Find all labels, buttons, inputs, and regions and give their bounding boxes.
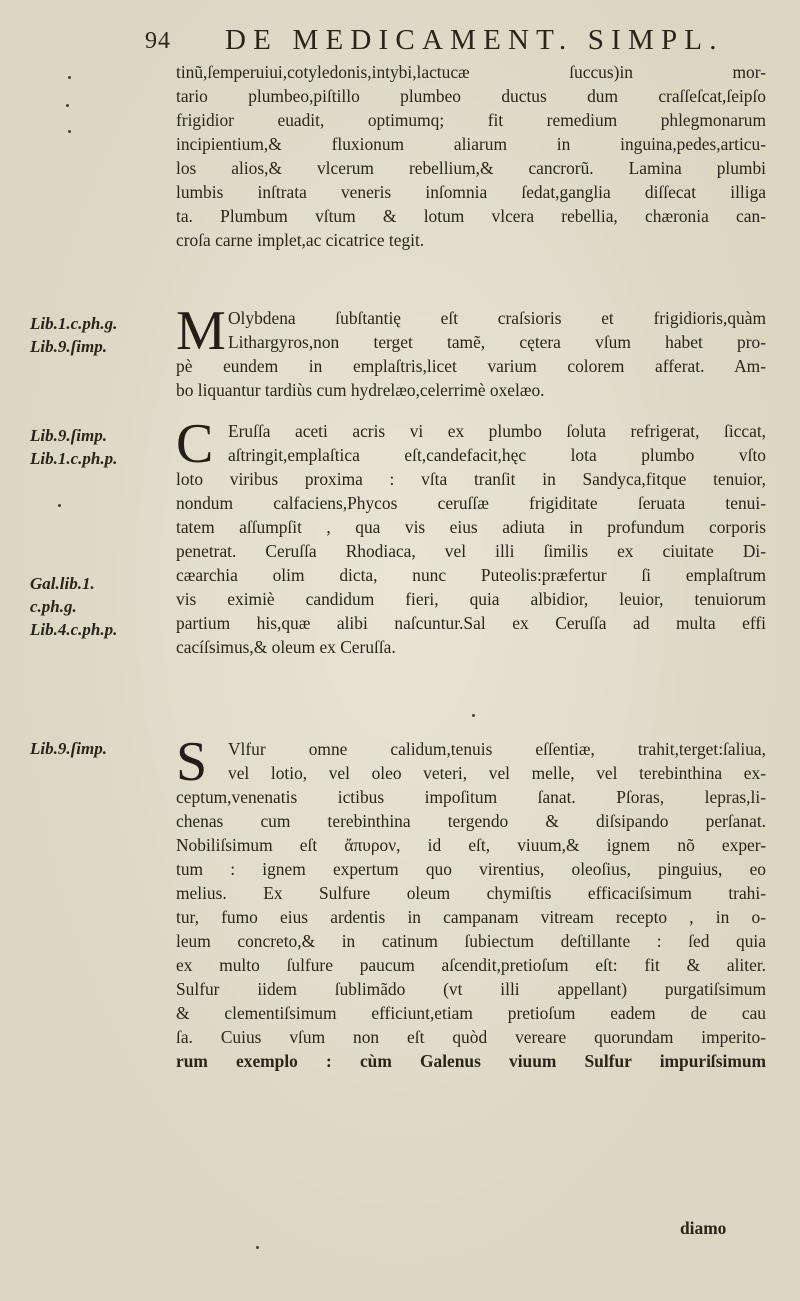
text-line: Lithargyros,non terget tamẽ, cętera vſum habet pro- <box>228 332 766 352</box>
text-line: incipientium,& fluxionum aliarum in inguina,pedes,articu- <box>176 134 766 154</box>
ink-speck <box>256 1246 259 1249</box>
ink-speck <box>58 504 61 507</box>
text-line: tatem aſſumpſit , qua vis eius adiuta in profundum corporis <box>176 517 766 537</box>
folio-number: 94 <box>145 28 171 54</box>
text-line: penetrat. Ceruſſa Rhodiaca, vel illi ſimilis ex ciuitate Di- <box>176 541 766 561</box>
paragraph-cerussa <box>176 413 766 659</box>
marginal-note-line: Lib.9.ſimp. <box>30 739 107 758</box>
page-header <box>145 24 735 60</box>
text-line: vis eximiè candidum fieri, quia albidior, leuior, tenuiorum <box>176 589 766 609</box>
paragraph-molybdena <box>176 300 766 402</box>
text-line: croſa carne implet,ac cicatrice tegit. <box>176 230 425 250</box>
text-line: partium his,quæ alibi naſcuntur.Sal ex Ceruſſa ad multa effi <box>176 613 766 633</box>
text-line: Sulfur iidem ſublimãdo (vt illi appellant) purgatiſsimum <box>176 979 766 999</box>
text-line: nondum calfaciens,Phycos ceruſſæ frigiditate ſeruata tenui- <box>176 493 766 513</box>
marginal-note-line: Gal.lib.1. <box>30 574 95 593</box>
paragraph-plumbum <box>176 60 766 252</box>
text-line: ceptum,venenatis ictibus impoſitum ſanat. Pſoras, lepras,li- <box>176 787 766 807</box>
marginal-note <box>30 312 117 358</box>
text-line: Eruſſa aceti acris vi ex plumbo ſoluta refrigerat, ſiccat, <box>228 421 766 441</box>
text-line: frigidior euadit, optimumq; fit remedium phlegmonarum <box>176 110 766 130</box>
text-line: Nobiliſsimum eſt ἄπυρον, id eſt, viuum,& ignem nõ exper- <box>176 835 766 855</box>
drop-cap: S <box>176 731 208 793</box>
text-line: tinũ,ſemperuiui,cotyledonis,intybi,lactucæ ſuccus)in mor- <box>176 62 766 82</box>
marginal-note-line: Lib.1.c.ph.p. <box>30 449 118 468</box>
text-line: ſa. Cuius vſum non eſt quòd vereare quorundam imperito- <box>176 1027 766 1047</box>
catchword: diamo <box>680 1218 727 1238</box>
marginal-note <box>30 737 107 760</box>
running-title: DE MEDICAMENT. SIMPL. <box>225 24 724 56</box>
text-line: leum concreto,& in catinum ſubiectum deſtillante : ſed quia <box>176 931 766 951</box>
text-line: tum : ignem expertum quo virentius, oleoſius, pinguius, eo <box>176 859 766 879</box>
text-line: bo liquantur tardiùs cum hydrelæo,celerrimè oxelæo. <box>176 380 545 400</box>
text-line: ex multo ſulfure paucum aſcendit,pretioſum eſt: fit & aliter. <box>176 955 766 975</box>
drop-cap: C <box>176 413 214 475</box>
marginal-note <box>30 424 117 470</box>
text-line: ta. Plumbum vſtum & lotum vlcera rebellia, chæronia can- <box>176 206 766 226</box>
text-line: Olybdena ſubſtantię eſt craſsioris et frigidioris,quàm <box>228 308 766 328</box>
text-line: tur, fumo eius ardentis in campanam vitream recepto , in o- <box>176 907 766 927</box>
marginal-note <box>30 572 117 641</box>
ink-speck <box>68 130 71 133</box>
text-line: lumbis inſtrata veneris inſomnia ſedat,ganglia diſſecat illiga <box>176 182 766 202</box>
drop-cap: M <box>176 300 226 362</box>
text-line: loto viribus proxima : vſta tranſit in Sandyca,fitque tenuior, <box>176 469 766 489</box>
text-line: tario plumbeo,piſtillo plumbeo ductus dum craſſeſcat,ſeipſo <box>176 86 766 106</box>
text-line: & clementiſsimum efficiunt,etiam pretioſum eadem de cau <box>176 1003 766 1023</box>
ink-speck <box>68 76 71 79</box>
text-line: melius. Ex Sulfure oleum chymiſtis efficaciſsimum trahi- <box>176 883 766 903</box>
marginal-note-line: Lib.1.c.ph.g. <box>30 314 118 333</box>
text-line: chenas cum terebinthina tergendo & diſsipando perſanat. <box>176 811 766 831</box>
paragraph-sulfur <box>176 731 766 1073</box>
marginal-note-line: Lib.9.ſimp. <box>30 426 107 445</box>
marginal-note-line: Lib.9.ſimp. <box>30 337 107 356</box>
marginal-note-line: c.ph.g. <box>30 597 77 616</box>
text-line: aſtringit,emplaſtica eſt,candefacit,hęc lota plumbo vſto <box>228 445 766 465</box>
text-line: cacíſsimus,& oleum ex Ceruſſa. <box>176 637 396 657</box>
ink-speck <box>472 714 475 717</box>
text-line: los alios,& vlcerum rebellium,& cancrorũ. Lamina plumbi <box>176 158 766 178</box>
text-line: vel lotio, vel oleo veteri, vel melle, vel terebinthina ex- <box>228 763 766 783</box>
marginal-note-line: Lib.4.c.ph.p. <box>30 620 118 639</box>
text-line: pè eundem in emplaſtris,licet varium colorem afferat. Am- <box>176 356 766 376</box>
text-line: Vlfur omne calidum,tenuis eſſentiæ, trahit,terget:ſaliua, <box>228 739 766 759</box>
ink-speck <box>66 104 69 107</box>
text-line: rum exemplo : cùm Galenus viuum Sulfur impuriſsimum <box>176 1051 766 1071</box>
text-line: cæarchia olim dicta, nunc Puteolis:præfertur ſi emplaſtrum <box>176 565 766 585</box>
